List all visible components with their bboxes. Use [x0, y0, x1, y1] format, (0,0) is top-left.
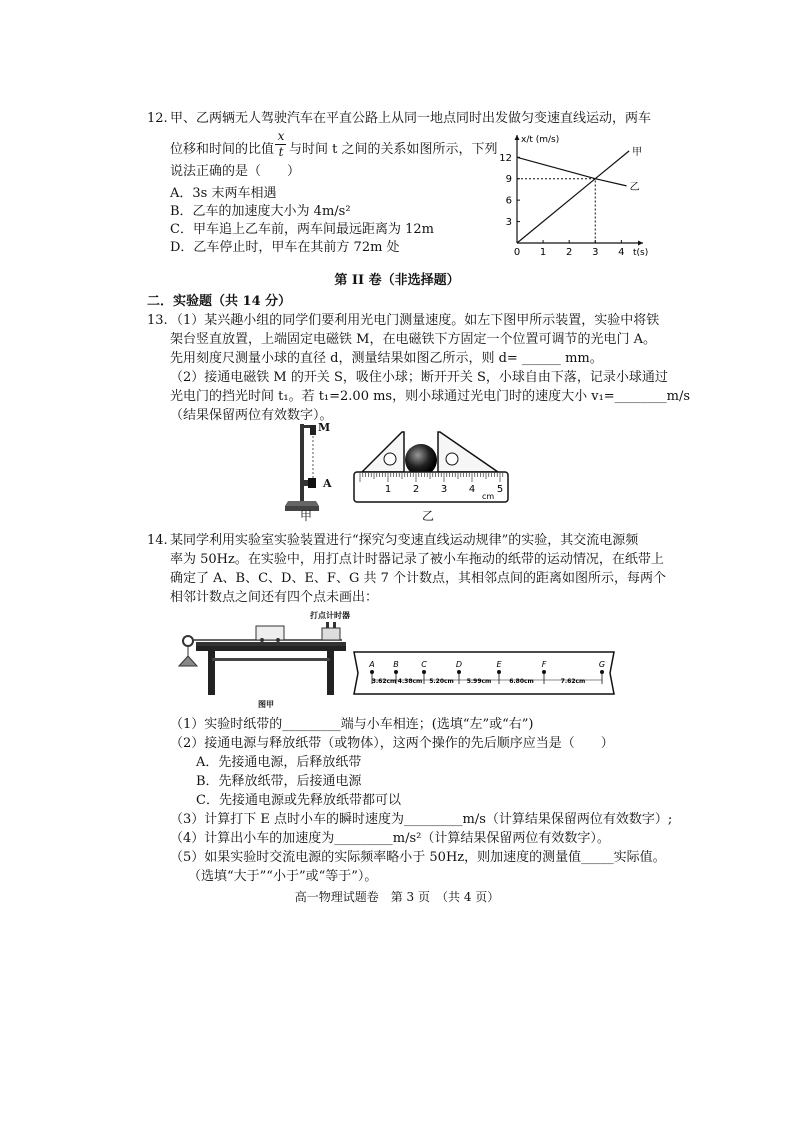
tape-point-label: E: [496, 660, 502, 669]
q12-option-c: C．甲车追上乙车前，两车间最远距离为 12m: [170, 222, 434, 237]
x-tick-label: 0: [513, 247, 521, 258]
tape-distance-label: 3.62cm: [371, 678, 397, 685]
q14-sub2-option-b: B．先释放纸带，后接通电源: [196, 774, 362, 789]
q14-sub2-option-a: A．先接通电源，后释放纸带: [196, 755, 362, 770]
q12-number: 12.: [147, 111, 168, 126]
q12-option-b: B．乙车的加速度大小为 4m/s²: [170, 204, 351, 219]
q13-line5: 光电门的挡光时间 t₁。若 t₁=2.00 ms，则小球通过光电门时的速度大小 v₁=________m/s: [170, 389, 691, 404]
q14-sub5: （5）如果实验时交流电源的实际频率略小于 50Hz，则加速度的测量值_____实际值。: [170, 850, 666, 865]
ruler-ball-figure: [350, 428, 512, 508]
apparatus-figure: [172, 618, 350, 710]
q13-line1: （1）某兴趣小组的同学们要利用光电门测量速度。如左下图甲所示装置，实验中将铁: [170, 313, 660, 328]
q13-line6: （结果保留两位有效数字）。: [170, 408, 333, 423]
q13-line4: （2）接通电磁铁 M 的开关 S，吸住小球；断开开关 S，小球自由下落，记录小球通过: [170, 370, 668, 385]
figure-apparatus-caption: 图甲: [258, 699, 274, 709]
q14-sub2-option-c: C．先接通电源或先释放纸带都可以: [196, 793, 401, 808]
q14-line1: 某同学利用实验室实验装置进行“探究匀变速直线运动规律”的实验，其交流电源频: [170, 533, 639, 548]
tape-point-label: C: [421, 660, 427, 669]
q12-line1: 甲、乙两辆无人驾驶汽车在平直公路上从同一地点同时出发做匀变速直线运动，两车: [170, 111, 652, 126]
tape-point-label: G: [598, 660, 606, 669]
y-tick-label: 9: [505, 174, 512, 186]
x-axis-label: t(s): [633, 248, 649, 258]
tape-point-label: B: [393, 660, 399, 669]
x-tick-label: 4: [618, 247, 625, 258]
tape-point-label: A: [369, 660, 375, 669]
q14-line3: 确定了 A、B、C、D、E、F、G 共 7 个计数点，其相邻点间的距离如图所示，每两个: [170, 571, 667, 586]
q12-line3: 说法正确的是（ ）: [170, 164, 301, 179]
tape-point-label: D: [455, 660, 463, 669]
y-tick-label: 6: [505, 195, 512, 207]
experiment-section-heading: 二．实验题（共 14 分）: [147, 294, 292, 309]
series-line-2: [517, 157, 627, 186]
y-tick-label: 3: [505, 217, 512, 229]
x-tick-label: 2: [565, 247, 573, 258]
section2-title: 第 II 卷（非选择题）: [334, 273, 460, 288]
x-axis-arrow: [638, 241, 643, 246]
q14-number: 14.: [147, 533, 168, 548]
ruler-unit: cm: [482, 492, 495, 501]
tape-distance-label: 7.62cm: [560, 678, 586, 685]
y-axis-label: x/t (m/s): [521, 135, 560, 145]
y-tick-label: 12: [499, 152, 512, 164]
ruler-label: 2: [412, 484, 420, 495]
timer-label: 打点计时器: [310, 610, 350, 620]
q12-option-d: D．乙车停止时，甲车在其前方 72m 处: [170, 240, 400, 255]
tape-distance-label: 5.20cm: [429, 678, 454, 685]
q14-sub1: （1）实验时纸带的_________端与小车相连；(选填“左”或“右”): [170, 717, 534, 732]
q12-line2b: 与时间 t 之间的关系如图所示，下列: [289, 142, 498, 157]
figure-jia-caption: 甲: [300, 509, 313, 523]
q14-sub2: （2）接通电源与释放纸带（或物体），这两个操作的先后顺序应当是（ ）: [170, 736, 614, 751]
q14-sub5-hint: （选填“大于”“小于”或“等于”）。: [188, 869, 378, 884]
figure-yi-caption: 乙: [422, 509, 435, 523]
label-a: A: [323, 477, 332, 490]
tape-distance-label: 5.99cm: [466, 678, 492, 685]
label-m: M: [318, 421, 331, 434]
tape-distance-label: 4.38cm: [397, 678, 423, 685]
q12-line2a: 位移和时间的比值: [170, 142, 275, 157]
page-footer: 高一物理试题卷 第 3 页 （共 4 页）: [294, 890, 500, 904]
x-tick-label: 1: [539, 247, 547, 258]
q13-line3: 先用刻度尺测量小球的直径 d，测量结果如图乙所示，则 d= ______ mm。: [170, 351, 603, 366]
q14-sub4: （4）计算出小车的加速度为_________m/s²（计算结果保留两位有效数字）。: [170, 831, 610, 846]
ruler-label: 5: [496, 484, 504, 495]
q14-line4: 相邻计数点之间还有四个点未画出：: [170, 590, 379, 605]
ruler-label: 1: [384, 484, 392, 495]
q14-line2: 率为 50Hz。在实验中，用打点计时器记录了被小车拖动的纸带的运动情况，在纸带上: [170, 552, 664, 567]
ruler-label: 3: [440, 484, 448, 495]
q13-number: 13.: [147, 313, 168, 328]
ruler-label: 4: [468, 484, 476, 495]
series-line-1: [517, 151, 629, 243]
q13-line2: 架台竖直放置，上端固定电磁铁 M，在电磁铁下方固定一个位置可调节的光电门 A。: [170, 332, 656, 347]
tape-point-label: F: [541, 660, 547, 669]
series-label-2: 乙: [629, 181, 640, 193]
q12-frac-numerator: x: [277, 129, 285, 143]
q14-sub3: （3）计算打下 E 点时小车的瞬时速度为_________m/s（计算结果保留两位有效数字）;: [170, 812, 673, 827]
paper-tape-figure: [352, 650, 620, 696]
y-axis-arrow: [515, 135, 520, 140]
q12-frac-denominator: t: [278, 145, 284, 159]
x-tick-label: 3: [592, 247, 599, 258]
tape-distance-label: 6.80cm: [509, 678, 534, 685]
q12-option-a: A．3s 末两车相遇: [170, 186, 277, 201]
q12-chart: [495, 125, 655, 260]
series-label-1: 甲: [632, 146, 643, 158]
